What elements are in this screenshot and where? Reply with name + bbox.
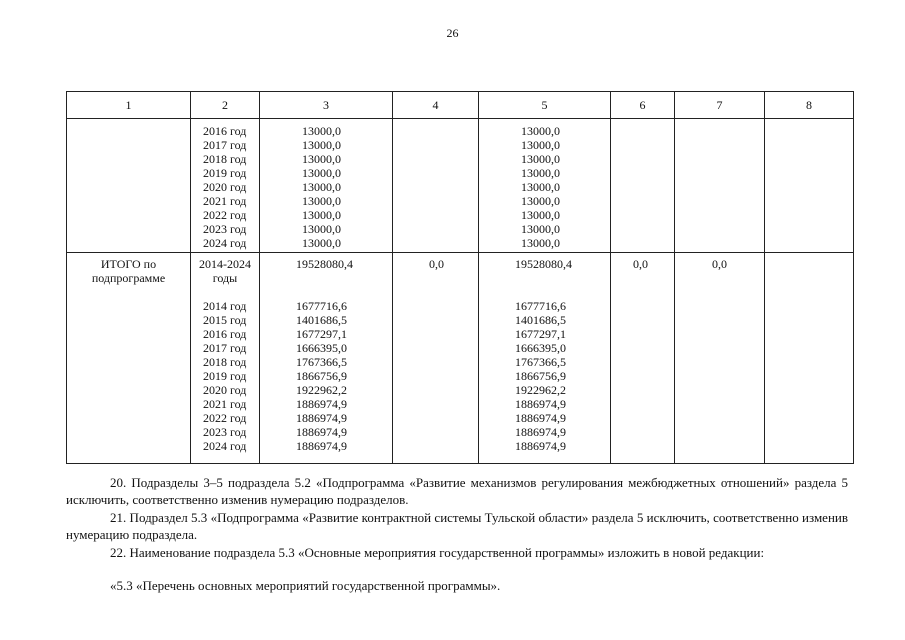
amount-value: 1886974,9 xyxy=(296,411,347,425)
row1-col8 xyxy=(765,119,854,253)
header-cell-5: 5 xyxy=(479,92,611,119)
row1-col3-values xyxy=(260,119,393,253)
total-amount: 19528080,4 xyxy=(296,257,353,271)
amount-value: 1767366,5 xyxy=(515,355,566,369)
amount-value: 1866756,9 xyxy=(296,369,347,383)
paragraph-21-line1: 21. Подраздел 5.3 «Подпрограмма «Развитие контрактной системы Тульской области» раздела 5 исключить, xyxy=(110,510,710,525)
year-label: 2021 год xyxy=(203,397,247,411)
paragraph-21 xyxy=(66,509,848,543)
year-label: 2024 год xyxy=(203,439,247,453)
row1-col6 xyxy=(611,119,675,253)
year-label: 2023 год xyxy=(203,222,247,236)
total-amount: 0,0 xyxy=(633,257,648,271)
year-label: 2018 год xyxy=(203,355,247,369)
year-label: 2020 год xyxy=(203,180,247,194)
paragraph-22-line2: редакции: xyxy=(708,545,765,560)
period-unit: годы xyxy=(212,271,238,285)
header-cell-1: 1 xyxy=(67,92,191,119)
amount-value: 13000,0 xyxy=(302,166,341,180)
amount-value: 1886974,9 xyxy=(515,439,566,453)
total-label-cell xyxy=(67,253,191,464)
amount-value: 1401686,5 xyxy=(296,313,347,327)
amount-value: 1677716,6 xyxy=(515,299,566,313)
row1-col4 xyxy=(393,119,479,253)
table-header-row xyxy=(67,92,854,119)
amount-value: 1922962,2 xyxy=(515,383,566,397)
total-col7-cell xyxy=(675,253,765,464)
amount-value: 1666395,0 xyxy=(296,341,347,355)
amount-value: 13000,0 xyxy=(302,138,341,152)
year-label: 2016 год xyxy=(203,124,247,138)
amount-value: 1677716,6 xyxy=(296,299,347,313)
amount-value: 13000,0 xyxy=(521,208,560,222)
amount-value: 13000,0 xyxy=(302,124,341,138)
amount-value: 1922962,2 xyxy=(296,383,347,397)
total-col3-values xyxy=(260,253,393,464)
amount-value: 13000,0 xyxy=(302,222,341,236)
row1-years-cell xyxy=(191,119,260,253)
amount-value: 13000,0 xyxy=(302,180,341,194)
total-amount: 0,0 xyxy=(429,257,444,271)
amount-value: 1677297,1 xyxy=(515,327,566,341)
table-row-total xyxy=(67,253,854,464)
total-col4-cell xyxy=(393,253,479,464)
amount-value: 13000,0 xyxy=(521,222,560,236)
total-col5-values xyxy=(479,253,611,464)
amount-value: 13000,0 xyxy=(521,194,560,208)
amount-value: 13000,0 xyxy=(521,152,560,166)
paragraph-22 xyxy=(66,544,848,561)
header-cell-6: 6 xyxy=(611,92,675,119)
year-label: 2017 год xyxy=(203,341,247,355)
header-cell-2: 2 xyxy=(191,92,260,119)
paragraph-20-line2: отношений» раздела 5 исключить, соответственно изменив нумерацию подразделов. xyxy=(66,475,849,507)
year-label: 2021 год xyxy=(203,194,247,208)
header-cell-8: 8 xyxy=(765,92,854,119)
header-cell-7: 7 xyxy=(675,92,765,119)
paragraph-21-line2: соответственно изменив нумерацию подраздела. xyxy=(66,510,848,542)
amount-value: 13000,0 xyxy=(521,124,560,138)
amount-value: 13000,0 xyxy=(521,166,560,180)
amount-value: 1886974,9 xyxy=(515,397,566,411)
total-years-cell xyxy=(191,253,260,464)
amount-value: 13000,0 xyxy=(302,152,341,166)
year-label: 2020 год xyxy=(203,383,247,397)
amount-value: 1767366,5 xyxy=(296,355,347,369)
amount-value: 1886974,9 xyxy=(296,425,347,439)
amount-value: 1886974,9 xyxy=(296,397,347,411)
year-label: 2019 год xyxy=(203,166,247,180)
total-label: ИТОГО по xyxy=(100,257,157,271)
period-range: 2014-2024 xyxy=(199,257,251,271)
budget-table xyxy=(66,91,854,464)
total-amount: 19528080,4 xyxy=(515,257,572,271)
amount-value: 1401686,5 xyxy=(515,313,566,327)
year-label: 2019 год xyxy=(203,369,247,383)
year-label: 2023 год xyxy=(203,425,247,439)
paragraph-20 xyxy=(66,474,848,508)
amount-value: 1886974,9 xyxy=(515,425,566,439)
total-col6-cell xyxy=(611,253,675,464)
amount-value: 1886974,9 xyxy=(515,411,566,425)
amount-value: 13000,0 xyxy=(521,236,560,250)
row1-col1 xyxy=(67,119,191,253)
year-label: 2022 год xyxy=(203,411,247,425)
table-row xyxy=(67,119,854,253)
paragraph-22-line1: 22. Наименование подраздела 5.3 «Основные мероприятия государственной программы» изложить в новой xyxy=(110,545,706,560)
section-5-3-title: «5.3 «Перечень основных мероприятий государственной программы». xyxy=(110,578,501,593)
paragraph-20-line1: 20. Подразделы 3–5 подраздела 5.2 «Подпрограмма «Развитие механизмов регулирования межбюджетных xyxy=(110,475,716,490)
row1-col5-values xyxy=(479,119,611,253)
amount-value: 13000,0 xyxy=(302,236,341,250)
total-col8-cell xyxy=(765,253,854,464)
amount-value: 13000,0 xyxy=(302,208,341,222)
amount-value: 1677297,1 xyxy=(296,327,347,341)
amount-value: 1866756,9 xyxy=(515,369,566,383)
row1-col7 xyxy=(675,119,765,253)
year-label: 2018 год xyxy=(203,152,247,166)
amount-value: 1886974,9 xyxy=(296,439,347,453)
year-label: 2015 год xyxy=(203,313,247,327)
amount-value: 13000,0 xyxy=(302,194,341,208)
amount-value: 13000,0 xyxy=(521,180,560,194)
total-label-sub: подпрограмме xyxy=(91,271,166,285)
amount-value: 13000,0 xyxy=(521,138,560,152)
header-cell-3: 3 xyxy=(260,92,393,119)
year-label: 2016 год xyxy=(203,327,247,341)
year-label: 2024 год xyxy=(203,236,247,250)
year-label: 2017 год xyxy=(203,138,247,152)
header-cell-4: 4 xyxy=(393,92,479,119)
total-amount: 0,0 xyxy=(712,257,727,271)
year-label: 2022 год xyxy=(203,208,247,222)
amount-value: 1666395,0 xyxy=(515,341,566,355)
page-number: 26 xyxy=(446,26,459,40)
year-label: 2014 год xyxy=(203,299,247,313)
